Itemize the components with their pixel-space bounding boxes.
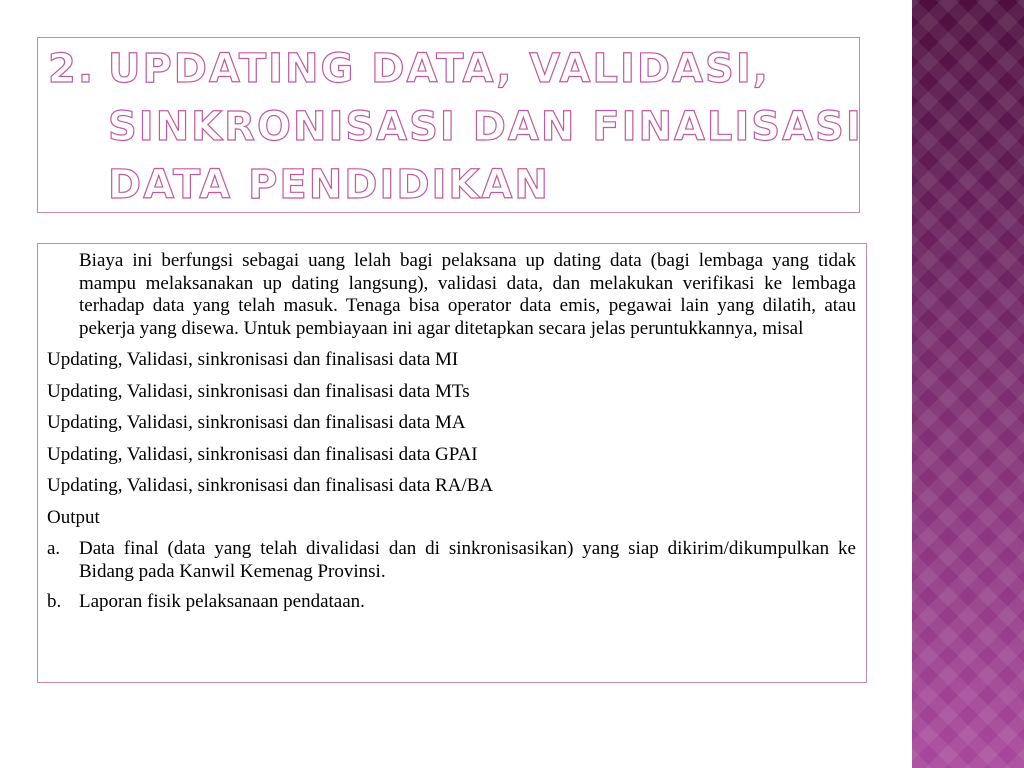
list-item: Updating, Validasi, sinkronisasi dan finalisasi data MI — [47, 349, 459, 370]
output-item — [47, 591, 856, 614]
item-text: Data final (data yang telah divalidasi dan di sinkronisasikan) yang siap dikirim/dikumpulkan ke Bidang pada Kanwil Kemenag Provinsi. — [79, 538, 856, 582]
intro-paragraph: Biaya ini berfungsi sebagai uang lelah bagi pelaksana up dating data (bagi lembaga yang tidak mampu melaksanakan up dating langsung), validasi data, dan melakukan verifikasi ke lembaga terhadap data yang telah masuk. Tenaga bisa operator data emis, pegawai lain yang dilatih, atau pekerja yang disewa. Untuk pembiayaan ini agar ditetapkan secara jelas peruntukkannya, misal — [79, 250, 856, 339]
output-item — [47, 538, 856, 583]
item-marker: a. — [47, 538, 61, 559]
list-item: Updating, Validasi, sinkronisasi dan finalisasi data RA/BA — [47, 475, 494, 496]
item-marker: b. — [47, 591, 62, 612]
list-item: Updating, Validasi, sinkronisasi dan finalisasi data GPAI — [47, 443, 478, 465]
title-line: SINKRONISASI DAN FINALISASI — [108, 104, 863, 150]
decorative-side-band — [912, 0, 1024, 768]
title-line: DATA PENDIDIKAN — [108, 162, 550, 208]
title-line: UPDATING DATA, VALIDASI, — [108, 46, 770, 92]
list-item: Updating, Validasi, sinkronisasi dan finalisasi data MTs — [47, 380, 470, 402]
title-placeholder[interactable] — [37, 37, 863, 213]
content-placeholder[interactable] — [37, 243, 867, 683]
output-label: Output — [47, 506, 100, 528]
slide-title — [108, 40, 863, 214]
list-item: Updating, Validasi, sinkronisasi dan finalisasi data MA — [47, 412, 466, 433]
item-text: Laporan fisik pelaksanaan pendataan. — [79, 591, 365, 612]
title-number: 2. — [48, 46, 96, 92]
